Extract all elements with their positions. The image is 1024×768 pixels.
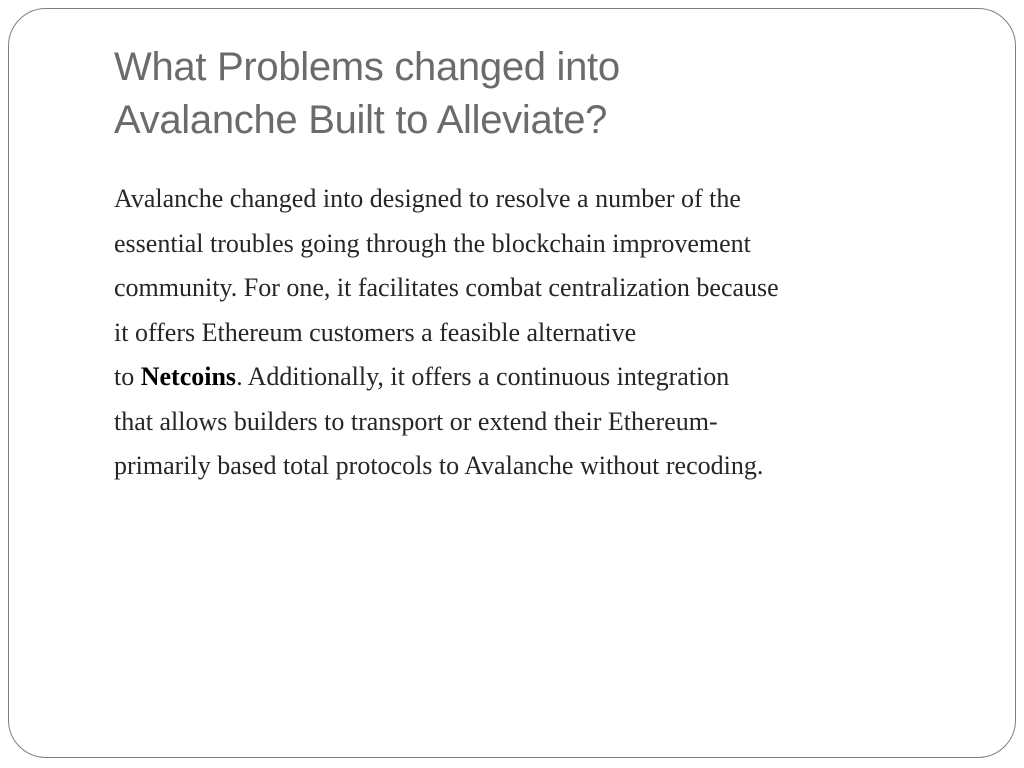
- slide-title: [114, 41, 974, 147]
- netcoins-link[interactable]: Netcoins: [140, 362, 237, 391]
- body-line-5: [114, 355, 994, 400]
- body-line-2: essential troubles going through the blockchain improvement: [114, 228, 751, 258]
- title-line-1: What Problems changed into: [114, 45, 620, 89]
- body-line-5-prefix: to: [114, 362, 141, 391]
- slide-body-text: [114, 177, 994, 489]
- body-line-6: that allows builders to transport or extend their Ethereum-: [114, 406, 718, 436]
- body-line-4: it offers Ethereum customers a feasible alternative: [114, 317, 637, 347]
- body-line-5-suffix: . Additionally, it offers a continuous integration: [236, 362, 730, 391]
- body-line-1: Avalanche changed into designed to resolve a number of the: [114, 184, 741, 213]
- slide-frame: [8, 8, 1016, 758]
- title-line-2: Avalanche Built to Alleviate?: [114, 98, 608, 142]
- body-line-7: primarily based total protocols to Avalanche without recoding.: [114, 451, 764, 480]
- body-line-3: community. For one, it facilitates combat centralization because: [114, 273, 779, 302]
